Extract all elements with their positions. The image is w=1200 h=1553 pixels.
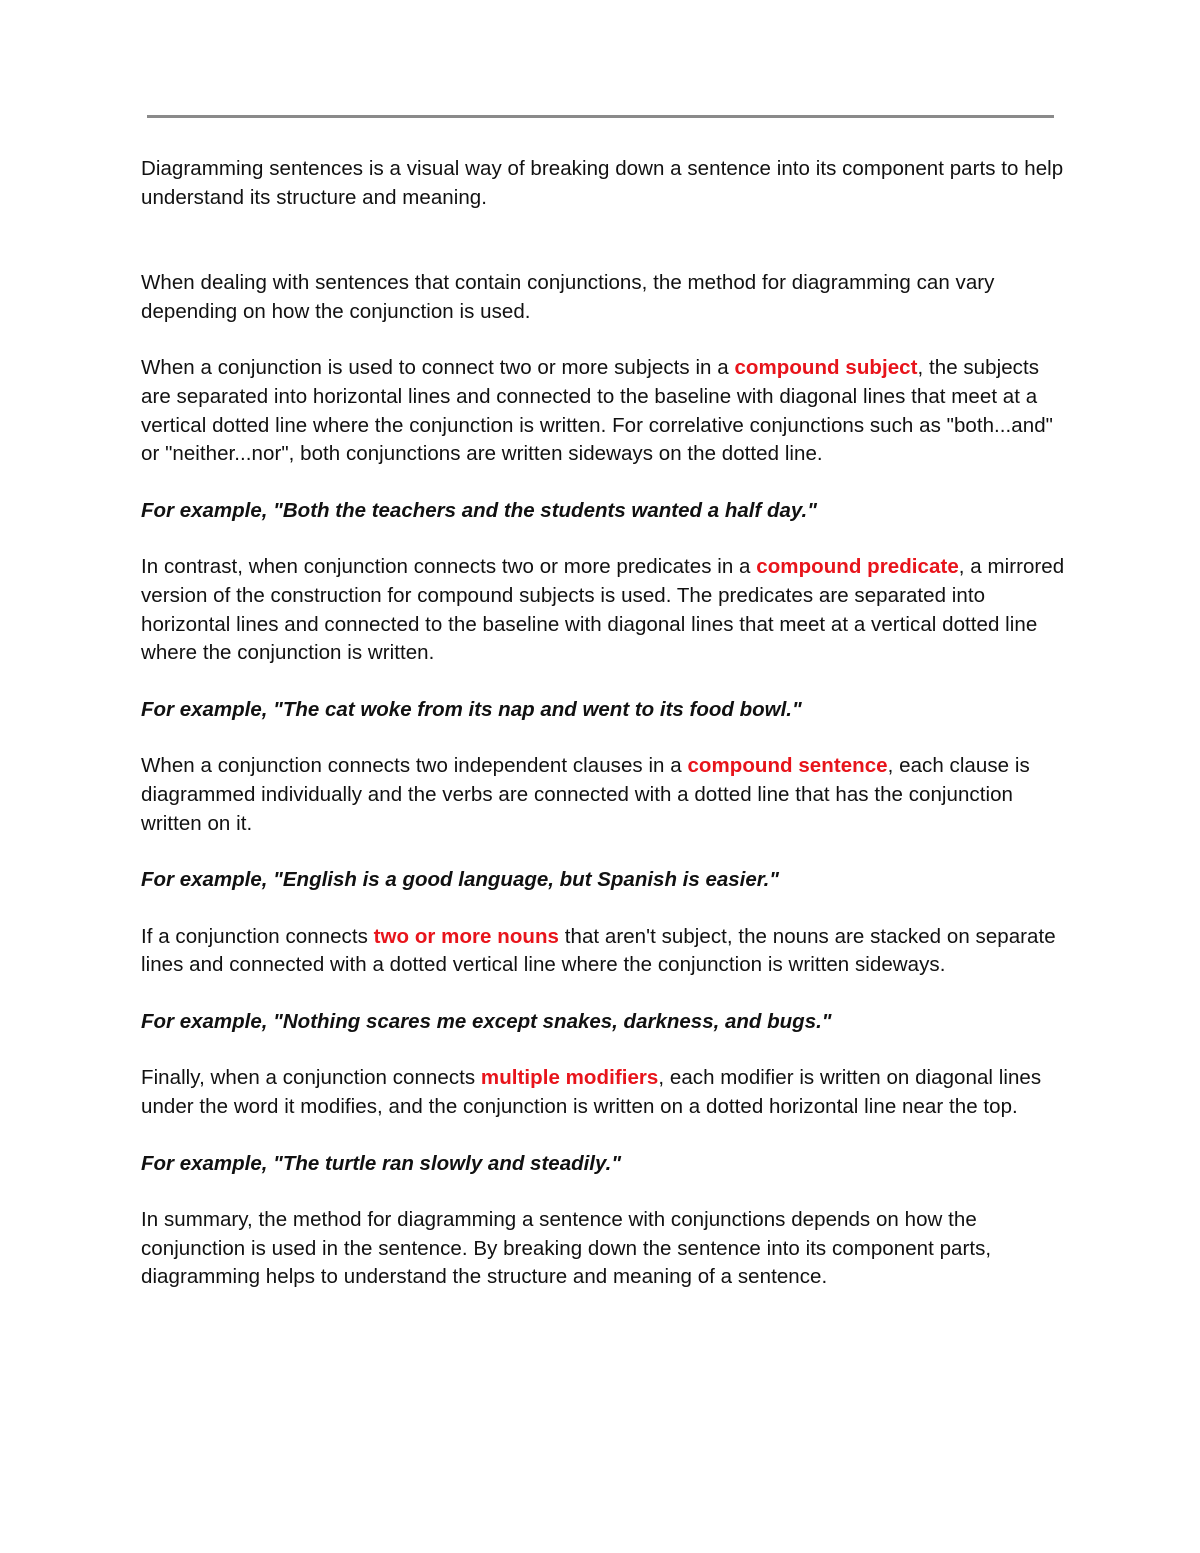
highlight-multiple-modifiers: multiple modifiers <box>480 1066 659 1090</box>
highlight-compound-subject: compound subject <box>734 356 918 380</box>
paragraph-text: When a conjunction connects two independent clauses in a <box>141 754 688 778</box>
paragraph-text: Finally, when a conjunction connects <box>141 1066 481 1090</box>
highlight-two-or-more-nouns: two or more nouns <box>373 924 559 948</box>
paragraph-text: , each clause is diagrammed individually and the verbs are connected with a dotted line that has the conjunction written on it. <box>141 754 1030 835</box>
compound-predicate-paragraph <box>141 553 1071 667</box>
paragraph-text: , a mirrored version of the construction for compound subjects is used. The predicates are separated into horizontal lines and connected to the baseline with diagonal lines that meet at a vertical dotted line where the conjunction is written. <box>141 555 1065 665</box>
header-rule <box>147 115 1054 118</box>
paragraph-text: , each modifier is written on diagonal lines under the word it modifies, and the conjunction is written on a dotted horizontal line near the top. <box>141 1066 1042 1119</box>
example-nouns: For example, "Nothing scares me except snakes, darkness, and bugs." <box>141 1009 832 1033</box>
compound-sentence-paragraph <box>141 752 1071 838</box>
highlight-compound-sentence: compound sentence <box>687 754 888 778</box>
paragraph-text: When a conjunction is used to connect two or more subjects in a <box>141 356 735 380</box>
paragraph-text: In contrast, when conjunction connects two or more predicates in a <box>141 555 757 579</box>
paragraph-text: If a conjunction connects <box>141 924 374 948</box>
example-compound-predicate: For example, "The cat woke from its nap and went to its food bowl." <box>141 697 802 721</box>
modifiers-paragraph <box>141 1064 1071 1121</box>
highlight-compound-predicate: compound predicate <box>756 555 959 579</box>
document-body <box>141 155 1071 1292</box>
intro-paragraph: Diagramming sentences is a visual way of breaking down a sentence into its component parts to help understand its structure and meaning. <box>141 157 1064 209</box>
compound-subject-paragraph <box>141 354 1071 468</box>
paragraph-text: that aren't subject, the nouns are stacked on separate lines and connected with a dotted vertical line where the conjunction is written sideways. <box>141 924 1056 977</box>
method-paragraph: When dealing with sentences that contain conjunctions, the method for diagramming can vary depending on how the conjunction is used. <box>141 271 995 323</box>
nouns-paragraph <box>141 923 1071 980</box>
example-modifiers: For example, "The turtle ran slowly and steadily." <box>141 1151 622 1175</box>
example-compound-sentence: For example, "English is a good language, but Spanish is easier." <box>141 868 780 892</box>
paragraph-text: , the subjects are separated into horizontal lines and connected to the baseline with diagonal lines that meet at a vertical dotted line where the conjunction is written. For correlative conjunctions such as "both...and" or "neither...nor", both conjunctions are written sideways on the dotted line. <box>141 356 1053 466</box>
summary-paragraph: In summary, the method for diagramming a sentence with conjunctions depends on how the conjunction is used in the sentence. By breaking down the sentence into its component parts, diagramming helps to understand the structure and meaning of a sentence. <box>141 1208 992 1289</box>
example-compound-subject: For example, "Both the teachers and the students wanted a half day." <box>141 498 817 522</box>
